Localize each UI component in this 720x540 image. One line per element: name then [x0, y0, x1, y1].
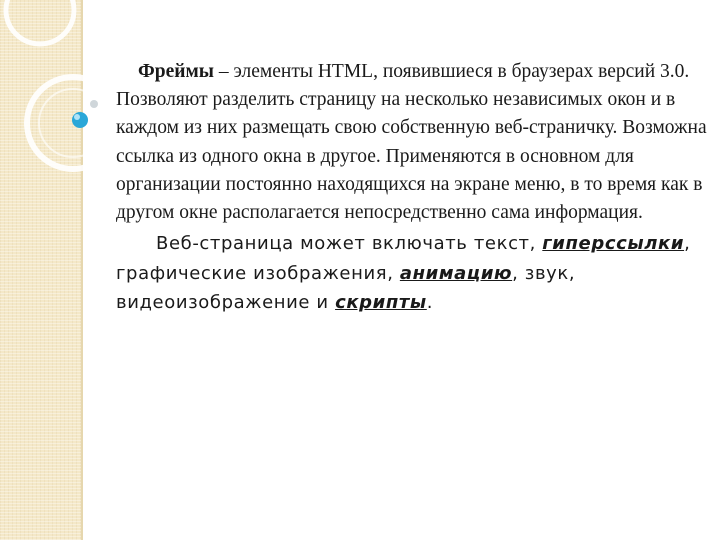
webpage-mid-text-1: , графические изображения, — [116, 233, 691, 284]
animation-link[interactable]: анимацию — [399, 262, 513, 284]
frames-term: Фреймы — [138, 61, 214, 82]
bullet-orb-icon — [72, 112, 88, 128]
small-dot-icon — [90, 100, 98, 108]
frames-definition-paragraph — [116, 58, 710, 227]
webpage-content-paragraph — [116, 229, 710, 318]
webpage-mid-text-2: , звук, видеоизображение и — [116, 262, 576, 314]
decorative-ring-top — [6, 0, 74, 44]
hyperlinks-link[interactable]: гиперссылки — [542, 233, 685, 255]
frames-definition-text: – элементы HTML, появившиеся в браузерах версий 3.0. Позволяют разделить страницу на несколько независимых окон и в каждом из них размещать свою собственную веб-страничку. Возможна ссылка из одного окна в другое. Применяются в основном для организации постоянно находящихся на экране меню, в то время как в другом окне располагается непосредственно сама информация. — [116, 61, 707, 224]
scripts-link[interactable]: скрипты — [335, 292, 427, 314]
webpage-lead-text: Веб-страница может включать текст, — [156, 233, 543, 255]
webpage-end-text: . — [426, 292, 434, 314]
slide-content — [116, 58, 710, 318]
